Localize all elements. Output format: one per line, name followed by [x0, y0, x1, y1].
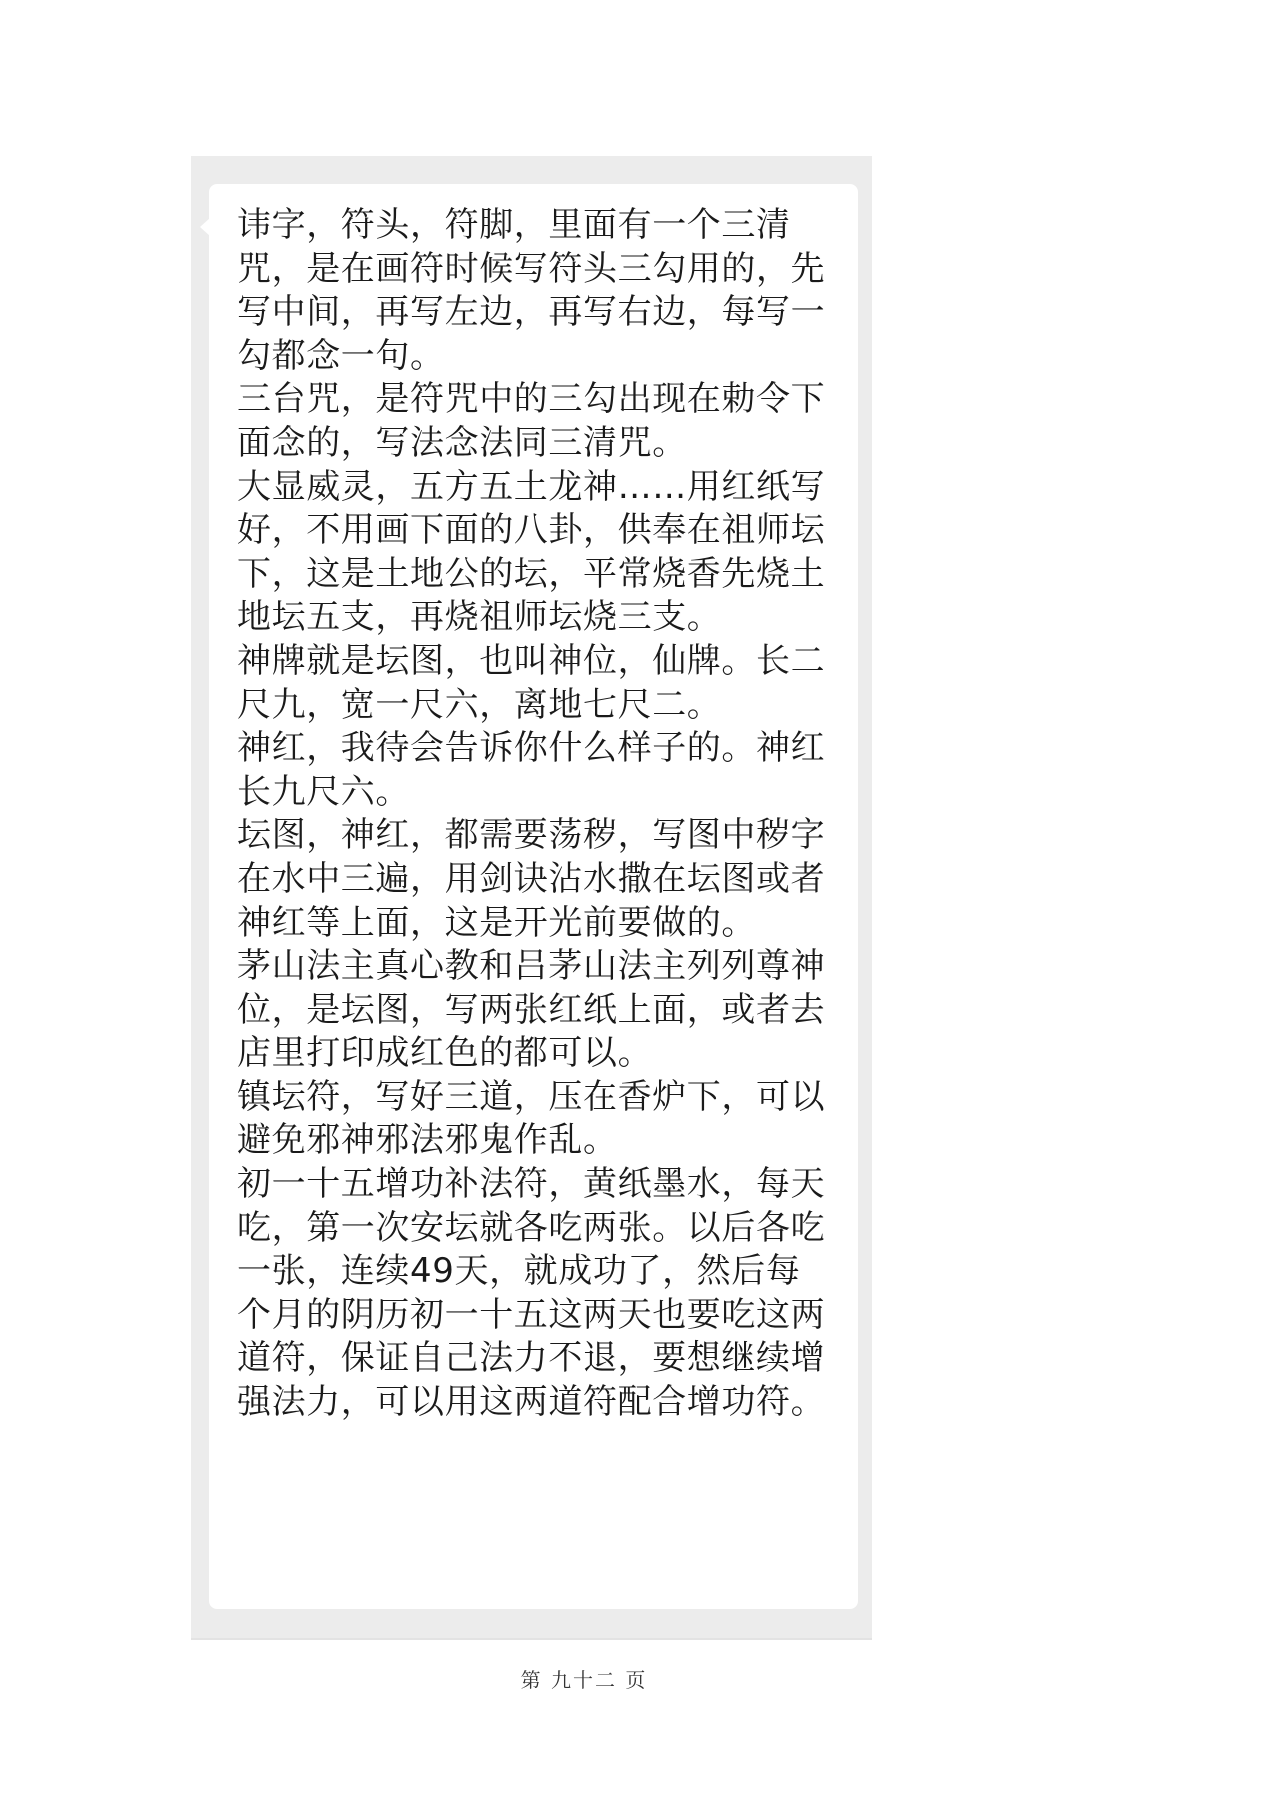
message-text: [237, 204, 835, 1425]
bubble-tail: [200, 218, 210, 236]
chat-panel: [191, 156, 872, 1640]
message-paragraph: 初一十五增功补法符，黄纸墨水，每天吃，第一次安坛就各吃两张。以后各吃一张，连续49天，就成功了，然后每个月的阴历初一十五这两天也要吃这两道符，保证自己法力不退，要想继续增强法力，可以用这两道符配合增功符。: [237, 1164, 826, 1423]
message-paragraph: 镇坛符，写好三道，压在香炉下，可以避免邪神邪法邪鬼作乱。: [237, 1076, 826, 1161]
panel-divider: [191, 1638, 872, 1640]
page-number-label: 第 九十二 页: [520, 1668, 648, 1692]
message-paragraph: 三台咒，是符咒中的三勾出现在勅令下面念的，写法念法同三清咒。: [237, 379, 826, 463]
message-paragraph: 讳字，符头，符脚，里面有一个三清咒，是在画符时候写符头三勾用的，先写中间，再写左边，再写右边，每写一勾都念一句。: [237, 205, 826, 376]
message-paragraph: 茅山法主真心教和吕茅山法主列列尊神位，是坛图，写两张红纸上面，或者去店里打印成红色的都可以。: [237, 946, 826, 1074]
page-number: [0, 1664, 1268, 1693]
message-paragraph: 神红，我待会告诉你什么样子的。神红长九尺六。: [237, 728, 826, 812]
message-paragraph: 神牌就是坛图，也叫神位，仙牌。长二尺九，宽一尺六，离地七尺二。: [237, 640, 826, 725]
message-bubble[interactable]: [209, 184, 858, 1609]
message-paragraph: 大显威灵，五方五土龙神……用红纸写好，不用画下面的八卦，供奉在祖师坛下，这是土地公的坛，平常烧香先烧土地坛五支，再烧祖师坛烧三支。: [237, 466, 826, 638]
message-paragraph: 坛图，神红，都需要荡秽，写图中秽字在水中三遍，用剑诀沾水撒在坛图或者神红等上面，这是开光前要做的。: [237, 815, 826, 943]
